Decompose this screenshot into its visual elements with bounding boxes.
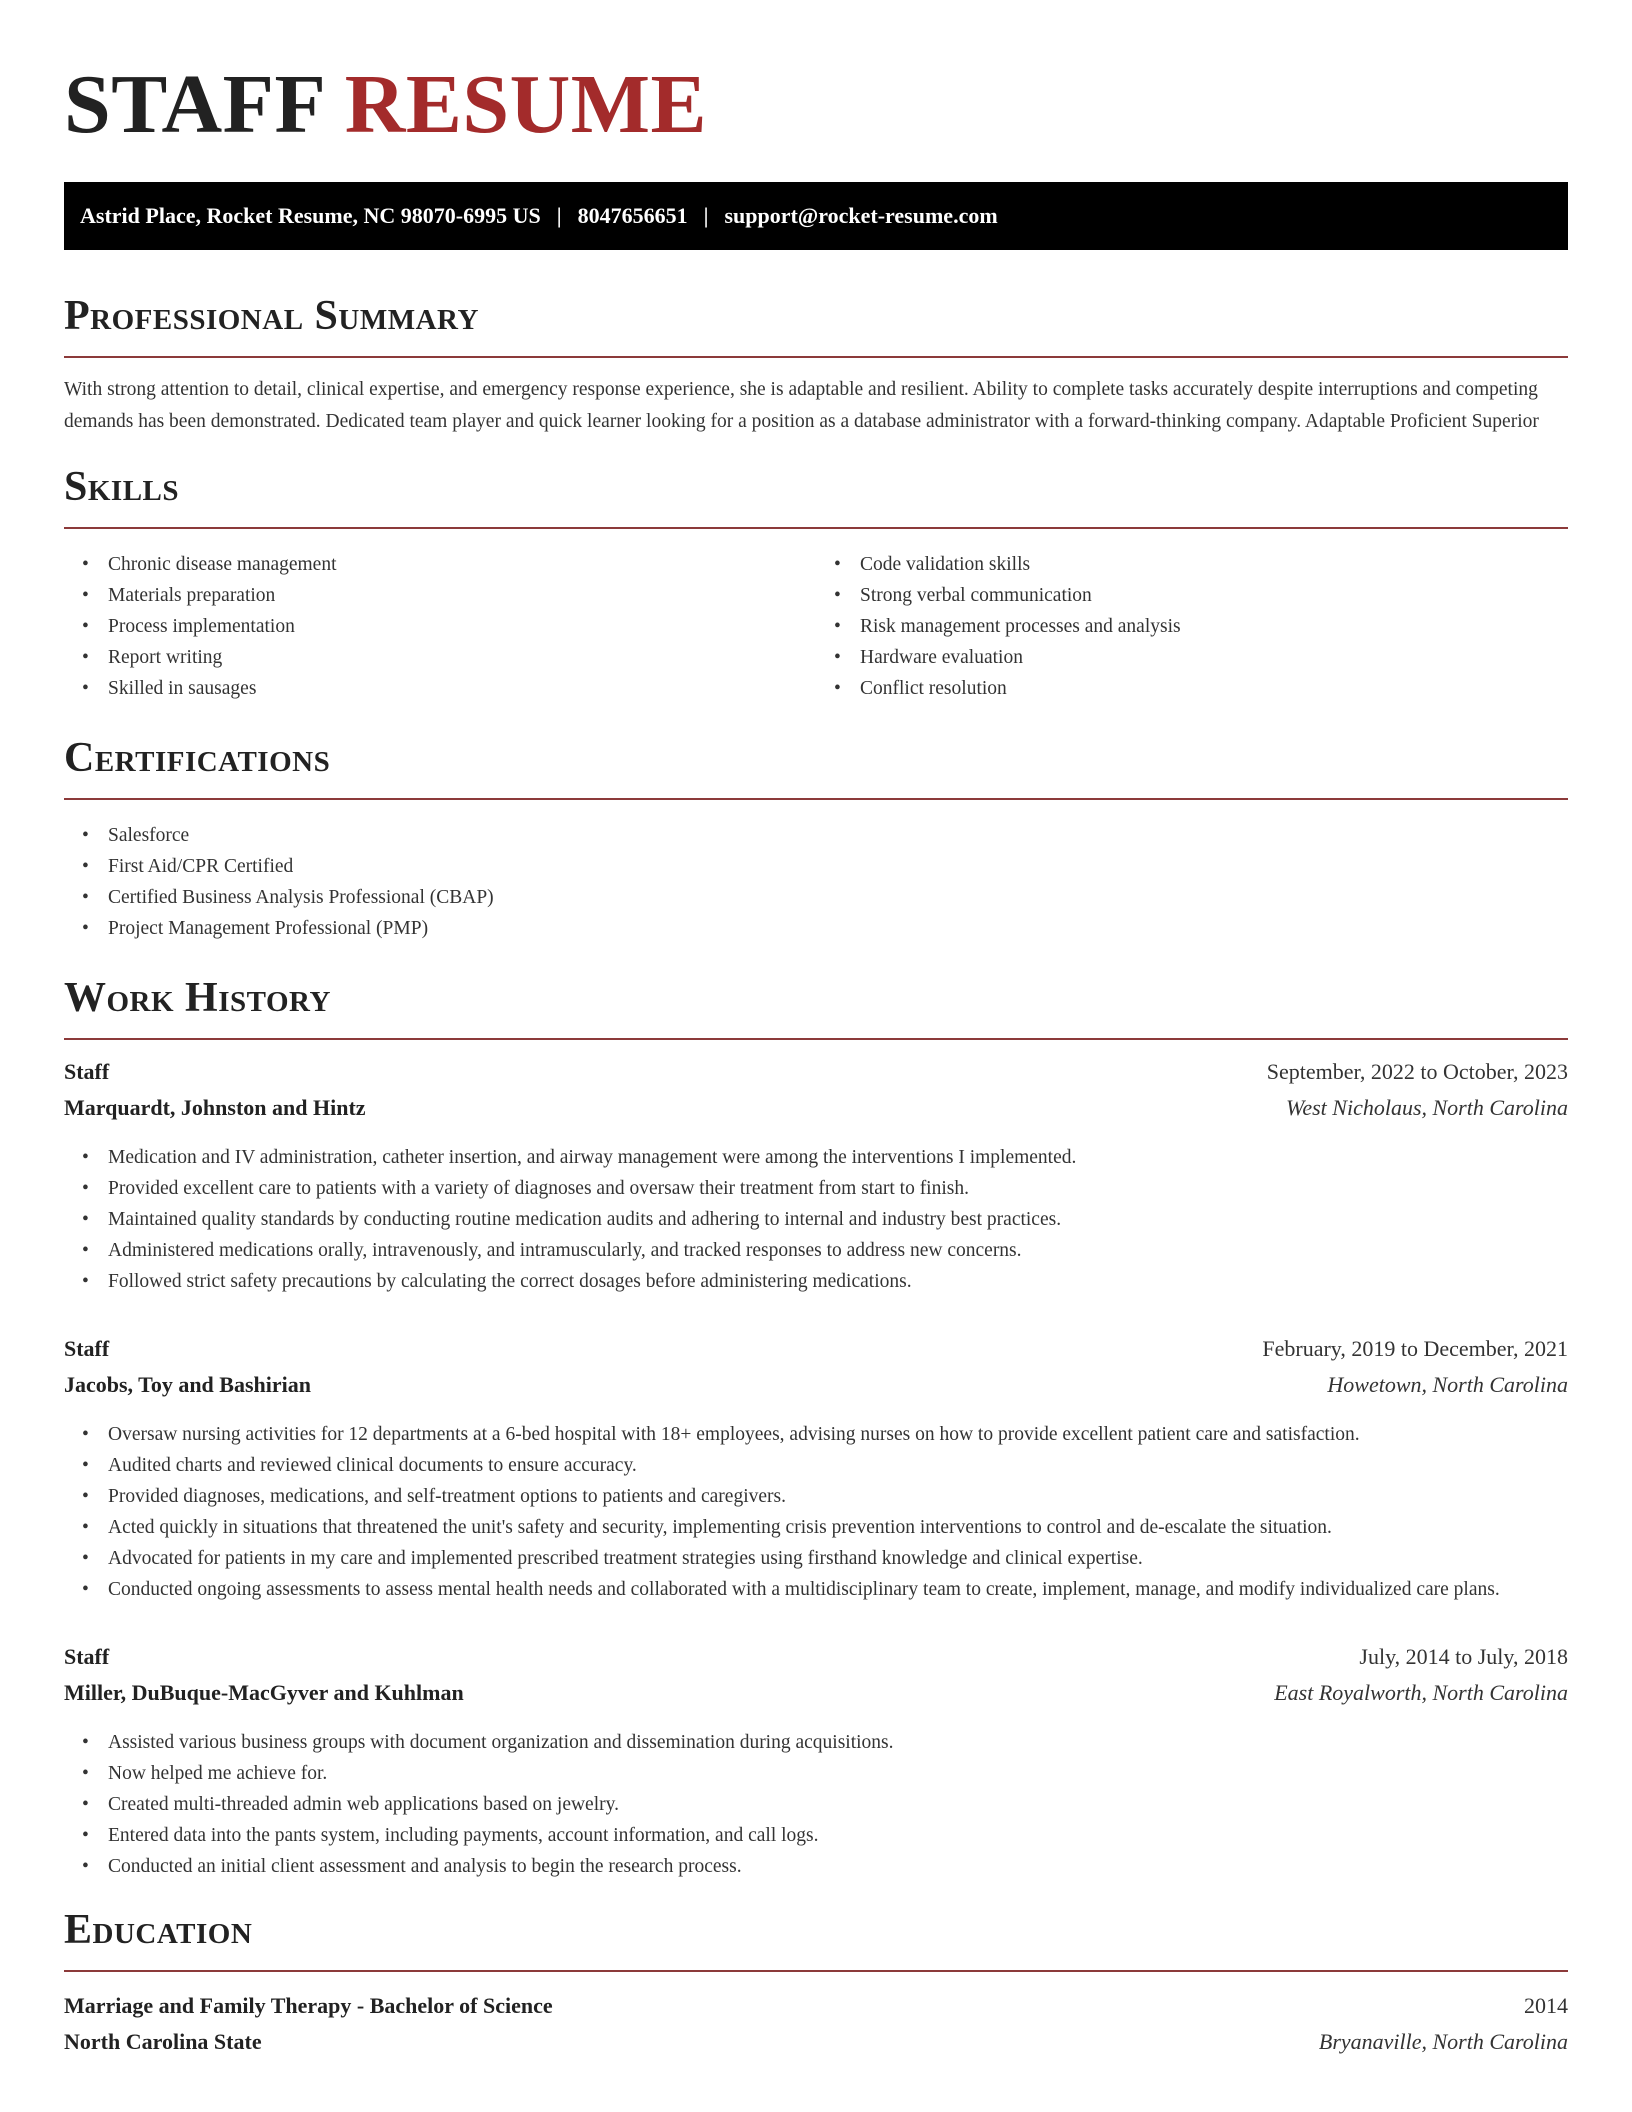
job-entry	[64, 1639, 1568, 1882]
job-title: Staff	[64, 1059, 110, 1084]
skill-item: • Strong verbal communication	[860, 580, 1568, 611]
job-bullet: • Assisted various business groups with document organization and dissemination during acquisitions.	[108, 1727, 1568, 1758]
contact-separator: |	[556, 203, 562, 228]
job-subheader	[64, 1675, 1568, 1711]
contact-email: support@rocket-resume.com	[724, 203, 998, 228]
skills-list-left	[64, 549, 816, 704]
job-title: Staff	[64, 1644, 110, 1669]
education-header	[64, 1988, 1568, 2024]
work-history-section	[64, 974, 1568, 1882]
job-bullet: • Medication and IV administration, catheter insertion, and airway management were among the interventions I implemented.	[108, 1142, 1568, 1173]
job-bullet: • Maintained quality standards by conducting routine medication audits and adhering to internal and industry best practices.	[108, 1204, 1568, 1235]
certifications-section	[64, 734, 1568, 944]
section-heading: Professional Summary	[64, 293, 479, 339]
job-entry	[64, 1331, 1568, 1605]
job-title: Staff	[64, 1336, 110, 1361]
education-degree: Marriage and Family Therapy - Bachelor of Science	[64, 1993, 553, 2018]
job-header	[64, 1054, 1568, 1090]
skills-list-right	[816, 549, 1568, 704]
job-bullet: • Conducted ongoing assessments to assess mental health needs and collaborated with a multidisciplinary team to create, implement, manage, and modify individualized care plans.	[108, 1574, 1568, 1605]
education-section	[64, 1906, 1568, 2060]
certifications-list	[64, 820, 1568, 944]
contact-separator: |	[703, 203, 709, 228]
title-main: STAFF	[64, 58, 324, 151]
education-school: North Carolina State	[64, 2029, 262, 2054]
skill-item: • Report writing	[108, 642, 816, 673]
job-header	[64, 1331, 1568, 1367]
job-bullet: • Advocated for patients in my care and implemented prescribed treatment strategies using firsthand knowledge and clinical expertise.	[108, 1543, 1568, 1574]
job-bullet: • Conducted an initial client assessment and analysis to begin the research process.	[108, 1851, 1568, 1882]
job-bullet: • Now helped me achieve for.	[108, 1758, 1568, 1789]
job-bullet: • Entered data into the pants system, including payments, account information, and call logs.	[108, 1820, 1568, 1851]
job-subheader	[64, 1367, 1568, 1403]
contact-address: Astrid Place, Rocket Resume, NC 98070-6995 US	[80, 203, 541, 228]
certification-item: • First Aid/CPR Certified	[108, 851, 1568, 882]
section-heading: Education	[64, 1907, 253, 1953]
resume-title	[64, 58, 1568, 152]
contact-phone: 8047656651	[577, 203, 688, 228]
job-entry	[64, 1054, 1568, 1297]
skill-item: • Hardware evaluation	[860, 642, 1568, 673]
education-subheader	[64, 2024, 1568, 2060]
summary-section	[64, 292, 1568, 437]
job-company: Miller, DuBuque-MacGyver and Kuhlman	[64, 1680, 464, 1705]
section-divider	[64, 1038, 1568, 1040]
job-dates: July, 2014 to July, 2018	[1359, 1644, 1568, 1669]
job-bullet: • Provided excellent care to patients with a variety of diagnoses and oversaw their treatment from start to finish.	[108, 1173, 1568, 1204]
job-dates: September, 2022 to October, 2023	[1266, 1059, 1568, 1084]
skill-item: • Code validation skills	[860, 549, 1568, 580]
job-location: West Nicholaus, North Carolina	[1286, 1095, 1568, 1120]
job-bullet: • Administered medications orally, intravenously, and intramuscularly, and tracked responses to address new concerns.	[108, 1235, 1568, 1266]
job-bullets	[64, 1727, 1568, 1882]
job-location: East Royalworth, North Carolina	[1274, 1680, 1568, 1705]
job-bullet: • Acted quickly in situations that threatened the unit's safety and security, implementing crisis prevention interventions to control and de-escalate the situation.	[108, 1512, 1568, 1543]
job-bullet: • Provided diagnoses, medications, and self-treatment options to patients and caregivers.	[108, 1481, 1568, 1512]
section-heading: Skills	[64, 464, 180, 510]
certification-item: • Certified Business Analysis Professional (CBAP)	[108, 882, 1568, 913]
job-location: Howetown, North Carolina	[1327, 1372, 1568, 1397]
certification-item: • Project Management Professional (PMP)	[108, 913, 1568, 944]
job-bullets	[64, 1419, 1568, 1605]
skill-item: • Skilled in sausages	[108, 673, 816, 704]
section-heading: Certifications	[64, 735, 331, 781]
job-subheader	[64, 1090, 1568, 1126]
certification-item: • Salesforce	[108, 820, 1568, 851]
education-entry	[64, 1988, 1568, 2060]
section-heading: Work History	[64, 975, 331, 1021]
job-bullet: • Followed strict safety precautions by calculating the correct dosages before administering medications.	[108, 1266, 1568, 1297]
skill-item: • Chronic disease management	[108, 549, 816, 580]
skill-item: • Risk management processes and analysis	[860, 611, 1568, 642]
job-dates: February, 2019 to December, 2021	[1262, 1336, 1568, 1361]
skills-grid	[64, 529, 1568, 704]
skills-section	[64, 463, 1568, 704]
skill-item: • Materials preparation	[108, 580, 816, 611]
job-bullet: • Created multi-threaded admin web applications based on jewelry.	[108, 1789, 1568, 1820]
job-bullet: • Audited charts and reviewed clinical documents to ensure accuracy.	[108, 1450, 1568, 1481]
education-year: 2014	[1524, 1993, 1568, 2018]
skill-item: • Process implementation	[108, 611, 816, 642]
education-location: Bryanaville, North Carolina	[1318, 2029, 1568, 2054]
job-bullets	[64, 1142, 1568, 1297]
section-divider	[64, 1970, 1568, 1972]
summary-text: With strong attention to detail, clinical expertise, and emergency response experience, she is adaptable and resilient. Ability to complete tasks accurately despite interruptions and competing demands has been demonstrated. Dedicated team player and quick learner looking for a position as a database administrator with a forward-thinking company. Adaptable Proficient Superior	[64, 379, 1539, 432]
section-divider	[64, 798, 1568, 800]
job-header	[64, 1639, 1568, 1675]
job-company: Marquardt, Johnston and Hintz	[64, 1095, 366, 1120]
title-accent: RESUME	[344, 58, 708, 151]
skill-item: • Conflict resolution	[860, 673, 1568, 704]
job-company: Jacobs, Toy and Bashirian	[64, 1372, 311, 1397]
section-divider	[64, 356, 1568, 358]
job-bullet: • Oversaw nursing activities for 12 departments at a 6-bed hospital with 18+ employees, advising nurses on how to provide excellent patient care and satisfaction.	[108, 1419, 1568, 1450]
contact-bar	[64, 182, 1568, 250]
